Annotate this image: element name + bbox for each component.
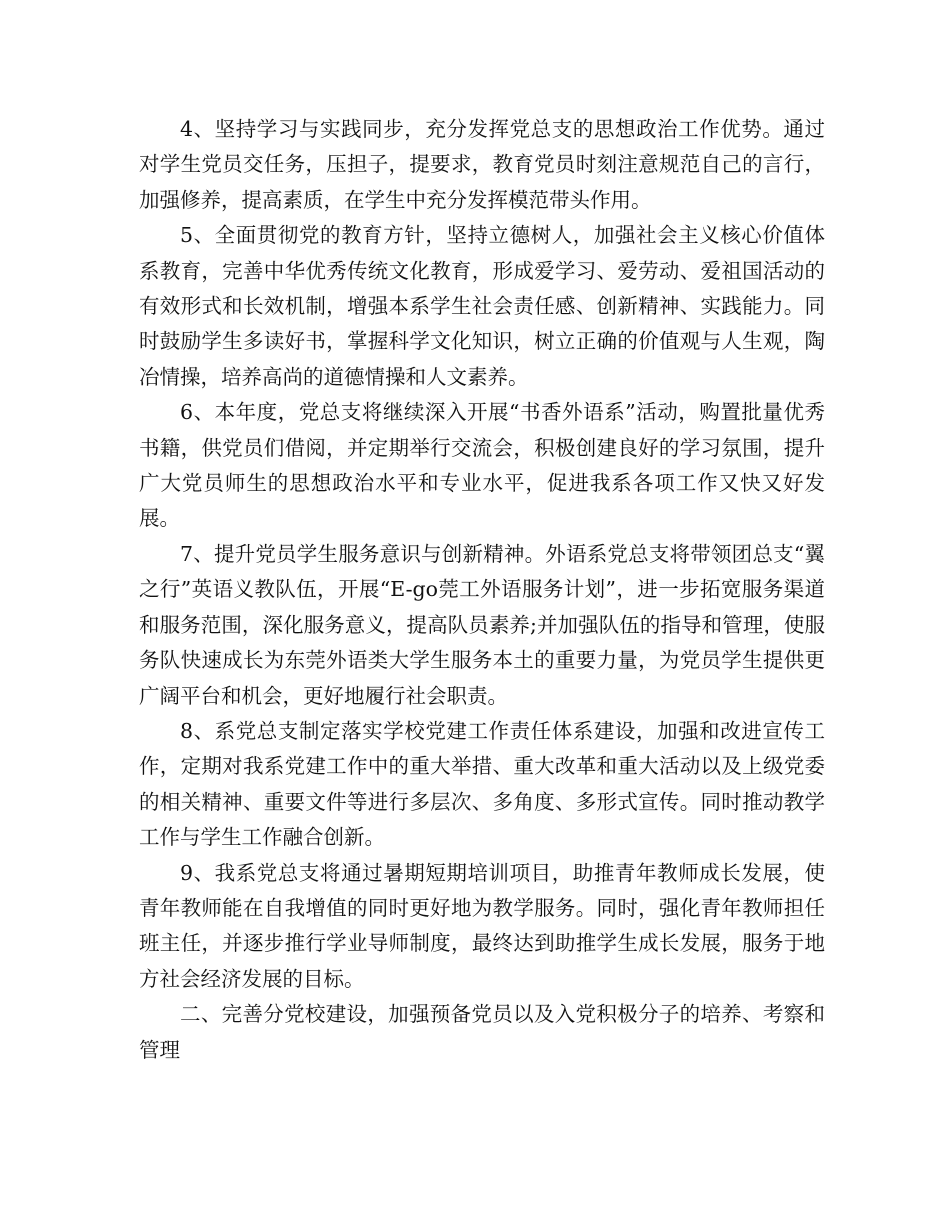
section-heading-2: 二、完善分党校建设，加强预备党员以及入党积极分子的培养、考察和管理 [139, 1002, 825, 1062]
paragraph-item-9: 9、我系党总支将通过暑期短期培训项目，助推青年教师成长发展，使青年教师能在自我增值的同时更好地为教学服务。同时，强化青年教师担任班主任，并逐步推行学业导师制度，最终达到助推学生成长发展，服务于地方社会经济发展的目标。 [139, 860, 825, 991]
paragraph-item-7: 7、提升党员学生服务意识与创新精神。外语系党总支将带领团总支“翼之行”英语义教队伍，开展“E-go莞工外语服务计划”，进一步拓宽服务渠道和服务范围，深化服务意义，提高队员素养;并加强队伍的指导和管理，使服务队快速成长为东莞外语类大学生服务本土的重要力量，为党员学生提供更广阔平台和机会，更好地履行社会职责。 [139, 541, 825, 708]
document-body [139, 112, 825, 1068]
paragraph-item-6: 6、本年度，党总支将继续深入开展“书香外语系”活动，购置批量优秀书籍，供党员们借阅，并定期举行交流会，积极创建良好的学习氛围，提升广大党员师生的思想政治水平和专业水平，促进我系各项工作又快又好发展。 [139, 400, 825, 531]
paragraph-item-4: 4、坚持学习与实践同步，充分发挥党总支的思想政治工作优势。通过对学生党员交任务，压担子，提要求，教育党员时刻注意规范自己的言行，加强修养，提高素质，在学生中充分发挥模范带头作用。 [139, 117, 825, 212]
paragraph-item-5: 5、全面贯彻党的教育方针，坚持立德树人，加强社会主义核心价值体系教育，完善中华优秀传统文化教育，形成爱学习、爱劳动、爱祖国活动的有效形式和长效机制，增强本系学生社会责任感、创新精神、实践能力。同时鼓励学生多读好书，掌握科学文化知识，树立正确的价值观与人生观，陶冶情操，培养高尚的道德情操和人文素养。 [139, 223, 825, 389]
paragraph-item-8: 8、系党总支制定落实学校党建工作责任体系建设，加强和改进宣传工作，定期对我系党建工作中的重大举措、重大改革和重大活动以及上级党委的相关精神、重要文件等进行多层次、多角度、多形式宣传。同时推动教学工作与学生工作融合创新。 [139, 718, 825, 850]
